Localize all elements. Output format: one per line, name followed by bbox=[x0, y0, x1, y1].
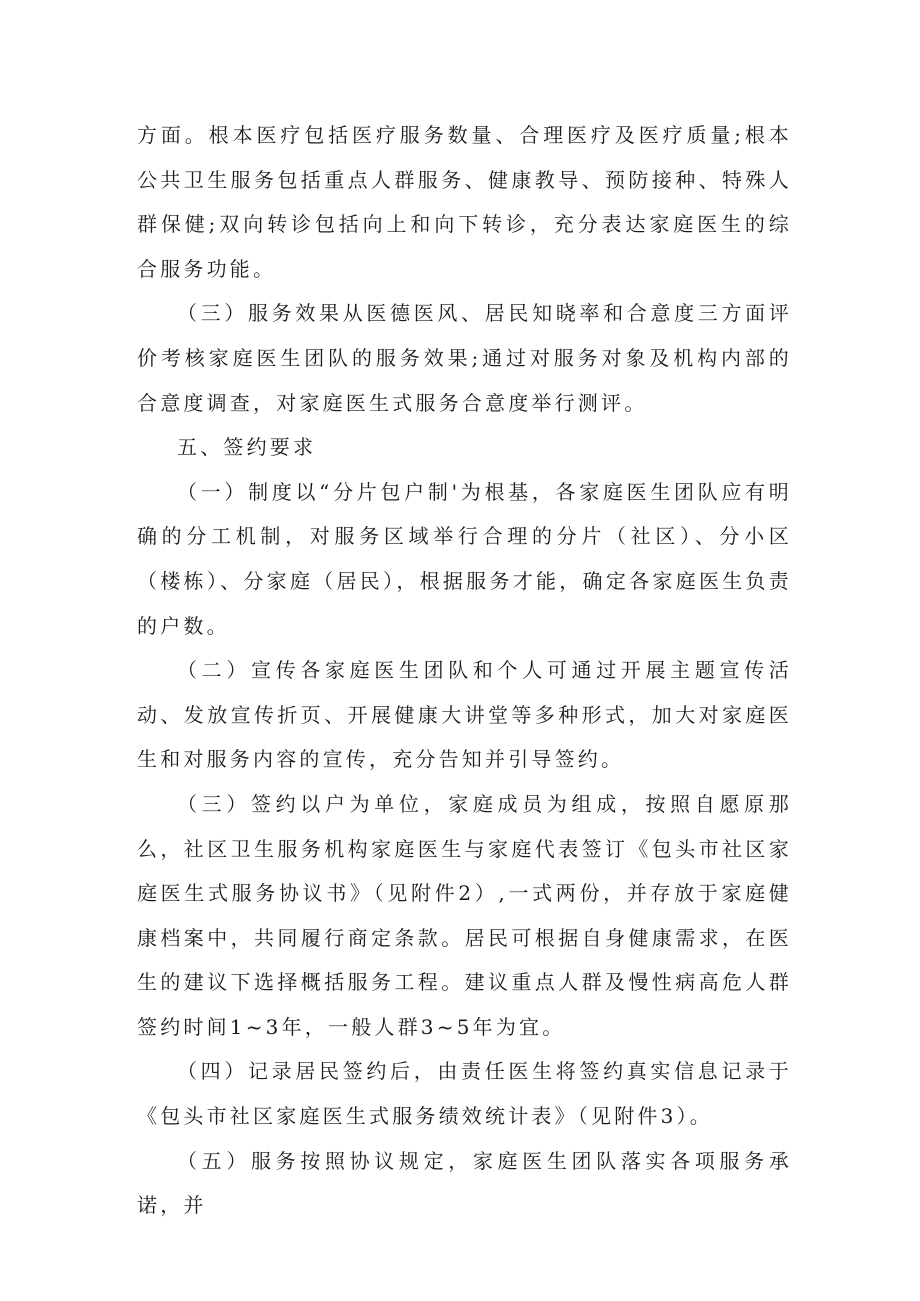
paragraph-service-effect: （三）服务效果从医德医风、居民知晓率和合意度三方面评价考核家庭医生团队的服务效果;通过对服务对象及机构内部的合意度调查，对家庭医生式服务合意度举行测评。 bbox=[137, 301, 792, 415]
paragraph-system: （一）制度以“分片包户制'为根基，各家庭医生团队应有明确的分工机制，对服务区域举行合理的分片（社区）、分小区（楼栋）、分家庭（居民），根据服务才能，确定各家庭医生负责的户数。 bbox=[137, 479, 792, 638]
paragraph-service: （五）服务按照协议规定，家庭医生团队落实各项服务承诺，并 bbox=[137, 1148, 792, 1218]
section-heading-signing-requirements: 五、签约要求 bbox=[177, 435, 317, 460]
paragraph-publicity: （二）宣传各家庭医生团队和个人可通过开展主题宣传活动、发放宣传折页、开展健康大讲堂等多种形式，加大对家庭医生和对服务内容的宣传，充分告知并引导签约。 bbox=[137, 658, 792, 772]
paragraph-recording: （四）记录居民签约后，由责任医生将签约真实信息记录于《包头市社区家庭医生式服务绩效统计表》（见附件3）。 bbox=[137, 1059, 792, 1129]
paragraph-continuation: 方面。根本医疗包括医疗服务数量、合理医疗及医疗质量;根本公共卫生服务包括重点人群服务、健康教导、预防接种、特殊人群保健;双向转诊包括向上和向下转诊，充分表达家庭医生的综合服务功能。 bbox=[137, 123, 792, 281]
document-body bbox=[137, 113, 792, 1228]
paragraph-signing: （三）签约以户为单位，家庭成员为组成，按照自愿原那么，社区卫生服务机构家庭医生与家庭代表签订《包头市社区家庭医生式服务协议书》（见附件2）,一式两份，并存放于家庭健康档案中，共同履行商定条款。居民可根据自身健康需求，在医生的建议下选择概括服务工程。建议重点人群及慢性病高危人群签约时间1~3年，一般人群3~5年为宜。 bbox=[137, 791, 792, 1039]
